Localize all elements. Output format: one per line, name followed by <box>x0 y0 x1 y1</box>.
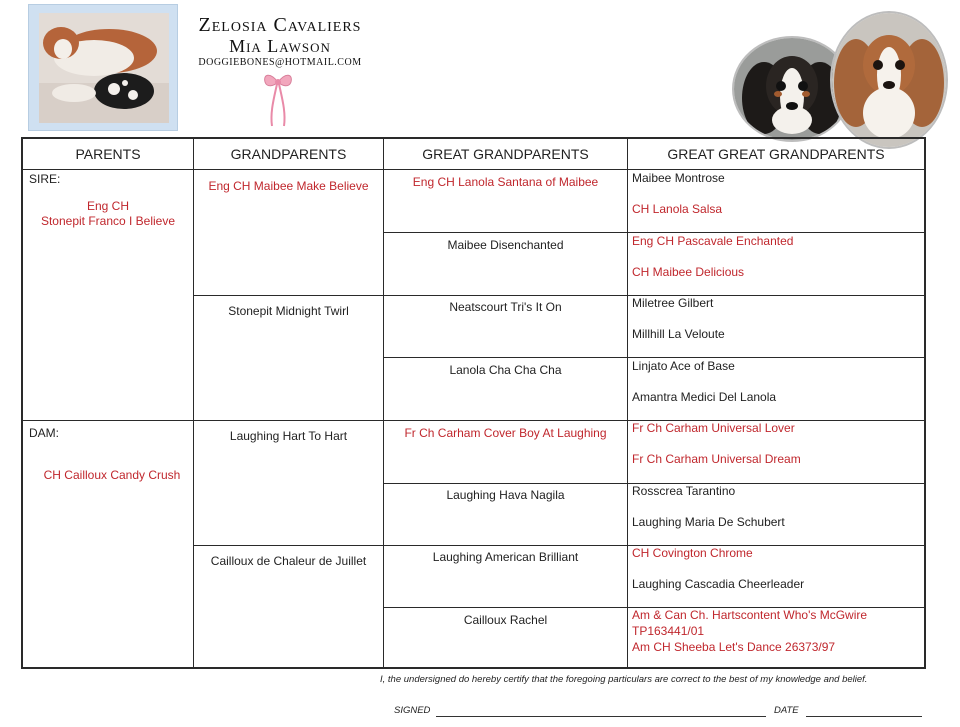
great-grandparent-8: Cailloux Rachel <box>463 613 548 627</box>
great-grandparent-7: Laughing American Brilliant <box>432 550 579 564</box>
row-divider <box>194 295 924 296</box>
great-grandparent-5: Fr Ch Carham Cover Boy At Laughing <box>404 426 607 440</box>
column-divider <box>383 139 384 667</box>
owner-name: Mia Lawson <box>229 36 331 56</box>
pedigree-table <box>21 137 926 669</box>
grandparent-1: Eng CH Maibee Make Believe <box>208 179 369 193</box>
great-great-grandparent-13: CH Covington Chrome <box>632 546 753 560</box>
great-great-grandparent-1: Maibee Montrose <box>632 171 725 185</box>
great-great-grandparent-8: Amantra Medici Del Lanola <box>632 390 777 404</box>
great-grandparent-4: Lanola Cha Cha Cha <box>449 363 562 377</box>
signature-line[interactable] <box>436 716 766 717</box>
great-great-grandparent-5: Miletree Gilbert <box>632 296 714 310</box>
dam-name: CH Cailloux Candy Crush <box>43 468 181 482</box>
header-great-great-grandparents: GREAT GREAT GRANDPARENTS <box>667 146 885 162</box>
great-great-grandparent-9: Fr Ch Carham Universal Lover <box>632 421 795 435</box>
column-divider <box>627 139 628 667</box>
header-grandparents: GRANDPARENTS <box>230 146 347 162</box>
great-great-grandparent-12: Laughing Maria De Schubert <box>632 515 785 529</box>
great-great-grandparent-7: Linjato Ace of Base <box>632 359 735 373</box>
great-great-grandparent-14: Laughing Cascadia Cheerleader <box>632 577 805 591</box>
puppies-image <box>39 13 169 123</box>
sire-title: Eng CH <box>86 199 130 213</box>
grandparent-2: Stonepit Midnight Twirl <box>228 304 349 318</box>
dam-label: DAM: <box>29 426 59 440</box>
puppies-photo <box>28 4 178 131</box>
sire-label: SIRE: <box>29 172 61 186</box>
great-great-grandparent-3: Eng CH Pascavale Enchanted <box>632 234 794 248</box>
great-great-grandparent-2: CH Lanola Salsa <box>632 202 723 216</box>
email-address: DOGGIEBONES@HOTMAIL.COM <box>198 57 362 68</box>
blenheim-cavalier-photo <box>830 11 948 149</box>
kennel-name: Zelosia Cavaliers <box>198 14 362 36</box>
great-great-grandparent-4: CH Maibee Delicious <box>632 265 745 279</box>
certification-statement: I, the undersigned do hereby certify that the foregoing particulars are correct to the best of my knowledge and belief. <box>380 674 868 685</box>
great-great-grandparent-11: Rosscrea Tarantino <box>632 484 736 498</box>
date-label: DATE <box>774 705 799 716</box>
header-parents: PARENTS <box>75 146 141 162</box>
column-divider <box>193 139 194 667</box>
great-great-grandparent-6: Millhill La Veloute <box>632 327 725 341</box>
row-divider <box>194 545 924 546</box>
bow-ribbon-icon <box>262 70 294 128</box>
grandparent-4: Cailloux de Chaleur de Juillet <box>210 554 367 568</box>
header-divider <box>23 169 924 170</box>
great-great-grandparent-15: Am & Can Ch. Hartscontent Who's McGwire <box>632 608 868 622</box>
great-great-grandparent-10: Fr Ch Carham Universal Dream <box>632 452 801 466</box>
great-grandparent-3: Neatscourt Tri's It On <box>449 300 562 314</box>
sire-name: Stonepit Franco I Believe <box>40 214 176 228</box>
great-grandparent-1: Eng CH Lanola Santana of Maibee <box>412 175 599 189</box>
signed-label: SIGNED <box>394 705 431 716</box>
registration-number: TP163441/01 <box>632 624 705 638</box>
great-grandparent-2: Maibee Disenchanted <box>447 238 564 252</box>
date-line[interactable] <box>806 716 922 717</box>
grandparent-3: Laughing Hart To Hart <box>229 429 348 443</box>
header-great-grandparents: GREAT GRANDPARENTS <box>422 146 589 162</box>
great-great-grandparent-16: Am CH Sheeba Let's Dance 26373/97 <box>632 640 836 654</box>
great-grandparent-6: Laughing Hava Nagila <box>446 488 565 502</box>
kennel-header <box>185 14 375 68</box>
